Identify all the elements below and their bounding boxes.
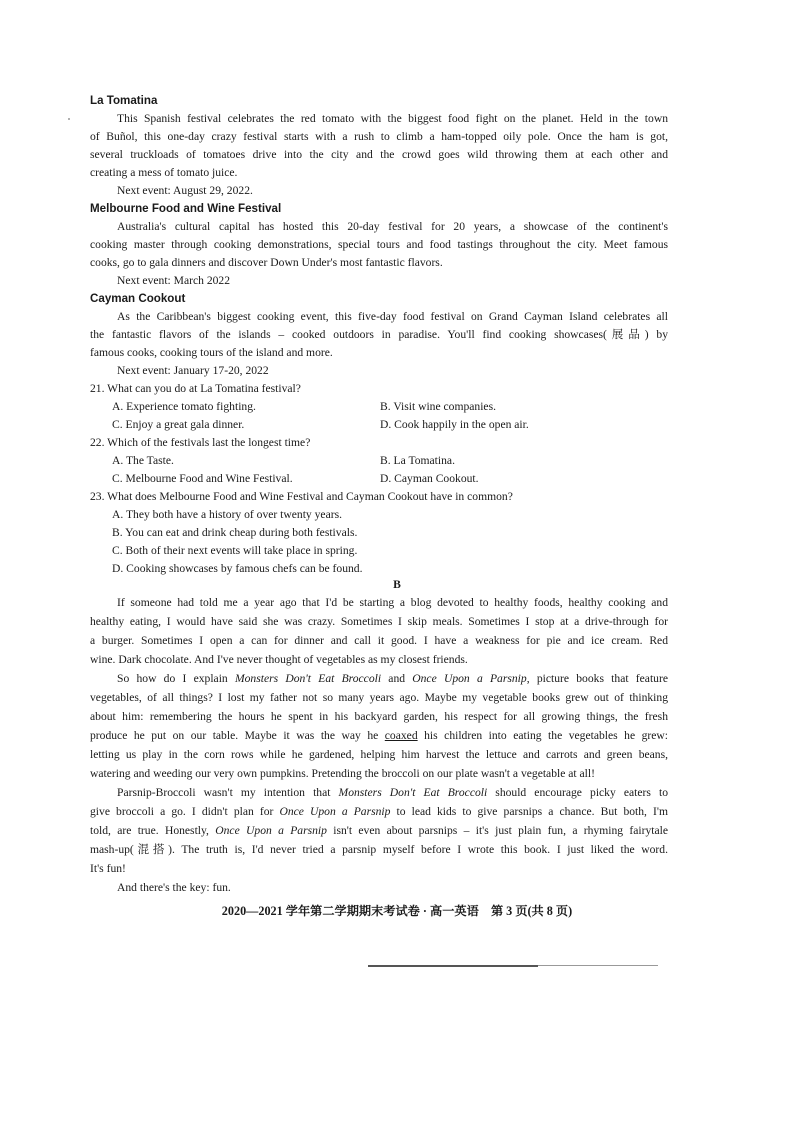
option-b[interactable]: B. Visit wine companies. bbox=[380, 400, 496, 413]
book-title: Monsters Don't Eat Broccoli bbox=[234, 672, 382, 685]
text-line: give broccoli a go. I didn't plan for Once Upon a Parsnip to lead kids to give parsnips a chance. But both, I'm bbox=[90, 805, 668, 818]
underlined-word: coaxed bbox=[384, 729, 418, 742]
text-line: If someone had told me a year ago that I'd be starting a blog devoted to healthy foods, healthy cooking and bbox=[117, 596, 668, 609]
next-event: Next event: August 29, 2022. bbox=[117, 184, 253, 197]
text-line: told, are true. Honestly, Once Upon a Parsnip isn't even about parsnips – it's just plain fun, a rhyming fairytale bbox=[90, 824, 668, 837]
text-line: So how do I explain Monsters Don't Eat Broccoli and Once Upon a Parsnip, picture books that feature bbox=[117, 672, 668, 685]
text-line: Australia's cultural capital has hosted this 20-day festival for 20 years, a showcase of the continent's bbox=[117, 220, 668, 233]
text-line: of Buñol, this one-day crazy festival starts with a rush to climb a ham-topped oily pole. Once the ham is got, bbox=[90, 130, 668, 143]
book-title: Once Upon a Parsnip bbox=[412, 672, 527, 685]
text-line: creating a mess of tomato juice. bbox=[90, 166, 238, 179]
option-b[interactable]: B. You can eat and drink cheap during both festivals. bbox=[112, 526, 358, 539]
section-title-cayman: Cayman Cookout bbox=[90, 292, 186, 305]
option-c[interactable]: C. Both of their next events will take place in spring. bbox=[112, 544, 358, 557]
text-line: It's fun! bbox=[90, 862, 126, 875]
option-a[interactable]: A. Experience tomato fighting. bbox=[112, 400, 256, 413]
text-line: vegetables, of all things? I lost my father not so many years ago. Maybe my vegetable books grew out of thinking bbox=[90, 691, 668, 704]
section-title-melbourne: Melbourne Food and Wine Festival bbox=[90, 202, 282, 215]
option-d[interactable]: D. Cooking showcases by famous chefs can be found. bbox=[112, 562, 363, 575]
text-line: mash-up(混搭). The truth is, I'd never tried a parsnip myself before I wrote this book. I just liked the word. bbox=[90, 843, 668, 856]
text-line: wine. Dark chocolate. And I've never thought of vegetables as my closest friends. bbox=[90, 653, 468, 666]
question-stem: 21. What can you do at La Tomatina festival? bbox=[90, 382, 301, 395]
option-a[interactable]: A. The Taste. bbox=[112, 454, 174, 467]
page-footer: 2020—2021 学年第二学期期末考试卷 · 高一英语 第 3 页(共 8 页) bbox=[221, 904, 573, 918]
scan-line bbox=[538, 965, 658, 966]
question-stem: 23. What does Melbourne Food and Wine Festival and Cayman Cookout have in common? bbox=[90, 490, 513, 503]
option-c[interactable]: C. Melbourne Food and Wine Festival. bbox=[112, 472, 293, 485]
option-c[interactable]: C. Enjoy a great gala dinner. bbox=[112, 418, 245, 431]
text-line: watering and weeding our very own pumpkins. Pretending the broccoli on our plate wasn't a vegetable at all! bbox=[90, 767, 595, 780]
text-line: Parsnip-Broccoli wasn't my intention that Monsters Don't Eat Broccoli should encourage picky eaters to bbox=[117, 786, 668, 799]
section-heading-b: B bbox=[393, 578, 401, 591]
text-line: the fantastic flavors of the islands – cooked outdoors in paradise. You'll find cooking showcases(展品) by bbox=[90, 328, 668, 341]
section-title-tomatina: La Tomatina bbox=[90, 94, 158, 107]
next-event: Next event: March 2022 bbox=[117, 274, 231, 287]
question-stem: 22. Which of the festivals last the longest time? bbox=[90, 436, 311, 449]
text-line: a burger. Sometimes I open a can for dinner and call it good. I have a weakness for pie and ice cream. Red bbox=[90, 634, 668, 647]
book-title: Monsters Don't Eat Broccoli bbox=[338, 786, 488, 799]
text-line: letting us play in the corn rows while he gardened, helping him harvest the lettuce and carrots and green beans, bbox=[90, 748, 668, 761]
text-line: produce he put on our table. Maybe it was the way he coaxed his children into eating the vegetables he grew: bbox=[90, 729, 669, 742]
scan-speck bbox=[68, 118, 70, 120]
option-d[interactable]: D. Cayman Cookout. bbox=[380, 472, 479, 485]
text-line: several truckloads of tomatoes drive into the city and the crowd goes wild throwing them at each other and bbox=[90, 148, 668, 161]
text-line: And there's the key: fun. bbox=[117, 881, 231, 894]
option-d[interactable]: D. Cook happily in the open air. bbox=[380, 418, 529, 431]
text-line: cooking master through cooking demonstrations, special tours and food tastings throughout the city. Meet famous bbox=[90, 238, 668, 251]
option-a[interactable]: A. They both have a history of over twenty years. bbox=[112, 508, 342, 521]
text-line: This Spanish festival celebrates the red tomato with the biggest food fight on the planet. Held in the town bbox=[117, 112, 668, 125]
text-line: healthy eating, I would have said she was crazy. Sometimes I skip meals. Sometimes I stop at a drive-through for bbox=[90, 615, 668, 628]
next-event: Next event: January 17-20, 2022 bbox=[117, 364, 269, 377]
option-b[interactable]: B. La Tomatina. bbox=[380, 454, 455, 467]
book-title: Once Upon a Parsnip bbox=[279, 805, 391, 818]
text-line: As the Caribbean's biggest cooking event, this five-day food festival on Grand Cayman Island celebrates all bbox=[117, 310, 668, 323]
text-line: about him: remembering the hours he spent in his backyard garden, his respect for all growing things, the fresh bbox=[90, 710, 668, 723]
book-title: Once Upon a Parsnip bbox=[215, 824, 327, 837]
text-line: famous cooks, cooking tours of the island and more. bbox=[90, 346, 333, 359]
scan-line bbox=[368, 965, 538, 967]
text-line: cooks, go to gala dinners and discover Down Under's most fantastic flavors. bbox=[90, 256, 443, 269]
